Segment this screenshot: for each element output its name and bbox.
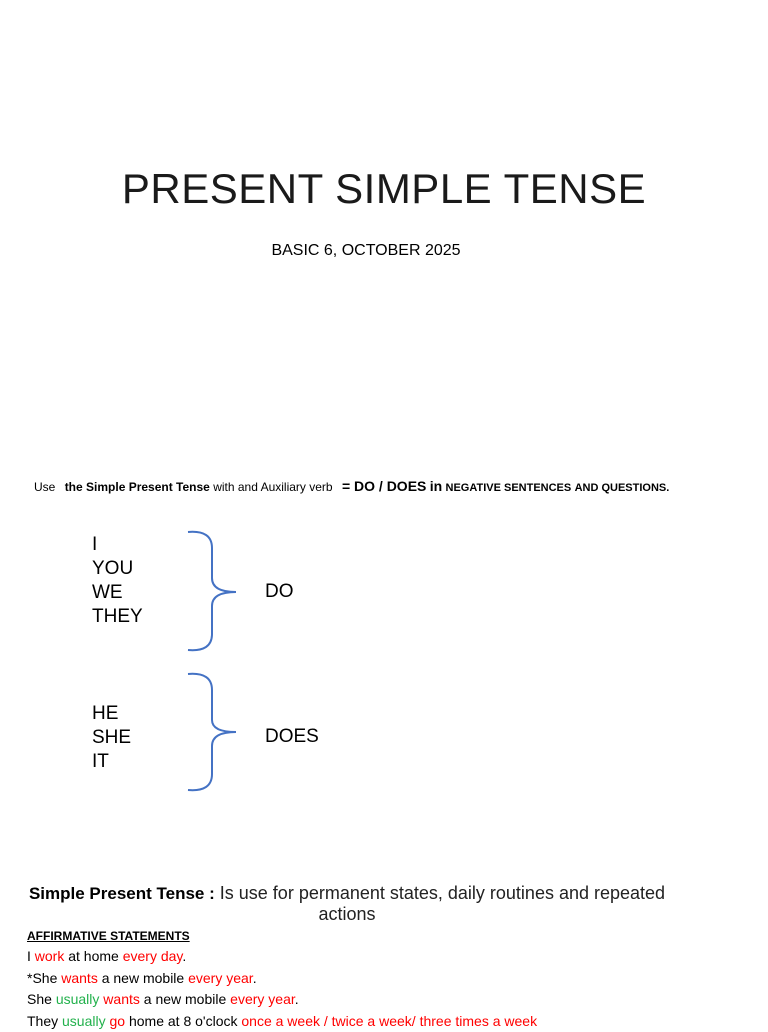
pronoun: HE	[92, 702, 131, 726]
pronoun: IT	[92, 750, 131, 774]
example-segment: work	[35, 948, 65, 964]
example-list	[27, 946, 537, 1032]
example-segment: .	[253, 970, 257, 986]
example-sentence	[27, 989, 537, 1011]
rule-equals: = DO / DOES	[342, 478, 426, 494]
example-segment: usually	[56, 991, 100, 1007]
example-segment: home at 8 o'clock	[125, 1013, 241, 1029]
example-segment: go	[110, 1013, 126, 1029]
definition	[0, 883, 694, 925]
example-segment: every year	[230, 991, 295, 1007]
pronoun-group-do	[92, 533, 143, 629]
rule-in: in	[430, 478, 442, 494]
definition-text: Is use for permanent states, daily routines and repeated	[220, 883, 665, 903]
pronoun: SHE	[92, 726, 131, 750]
rule-and-questions: AND QUESTIONS.	[575, 482, 670, 494]
definition-term: Simple Present Tense :	[29, 884, 215, 903]
auxiliary-do: DO	[265, 581, 294, 603]
auxiliary-does: DOES	[265, 726, 319, 748]
example-segment: every year	[188, 970, 253, 986]
example-segment: a new mobile	[140, 991, 230, 1007]
example-segment: once a week / twice a week/ three times a week	[241, 1013, 537, 1029]
example-segment: They	[27, 1013, 62, 1029]
rule-contexts: NEGATIVE SENTENCES	[446, 482, 572, 494]
brace-does	[180, 670, 250, 796]
rule-sentence	[34, 478, 669, 494]
pronoun: I	[92, 533, 143, 557]
pronoun-group-does	[92, 702, 131, 774]
example-segment: I	[27, 948, 35, 964]
rule-subject: the Simple Present Tense	[65, 480, 210, 494]
pronoun: YOU	[92, 557, 143, 581]
example-sentence	[27, 946, 537, 968]
example-sentence	[27, 1011, 537, 1032]
example-segment: a new mobile	[98, 970, 188, 986]
brace-do	[180, 528, 250, 654]
example-segment: She	[27, 991, 56, 1007]
example-segment: at home	[64, 948, 122, 964]
rule-use: Use	[34, 480, 55, 494]
example-segment: .	[295, 991, 299, 1007]
pronoun: THEY	[92, 605, 143, 629]
example-segment: wants	[61, 970, 98, 986]
rule-auxiliary: Auxiliary verb	[261, 480, 333, 494]
example-segment: usually	[62, 1013, 106, 1029]
example-sentence	[27, 968, 537, 990]
example-segment: .	[182, 948, 186, 964]
affirmative-heading: AFFIRMATIVE STATEMENTS	[27, 929, 190, 943]
example-segment: *She	[27, 970, 61, 986]
pronoun: WE	[92, 581, 143, 605]
example-segment: every day	[123, 948, 183, 964]
rule-with: with and	[213, 480, 258, 494]
example-segment: wants	[103, 991, 140, 1007]
page-title: PRESENT SIMPLE TENSE	[0, 165, 768, 213]
definition-text-cont: actions	[0, 904, 694, 925]
page-subtitle: BASIC 6, OCTOBER 2025	[0, 242, 732, 260]
